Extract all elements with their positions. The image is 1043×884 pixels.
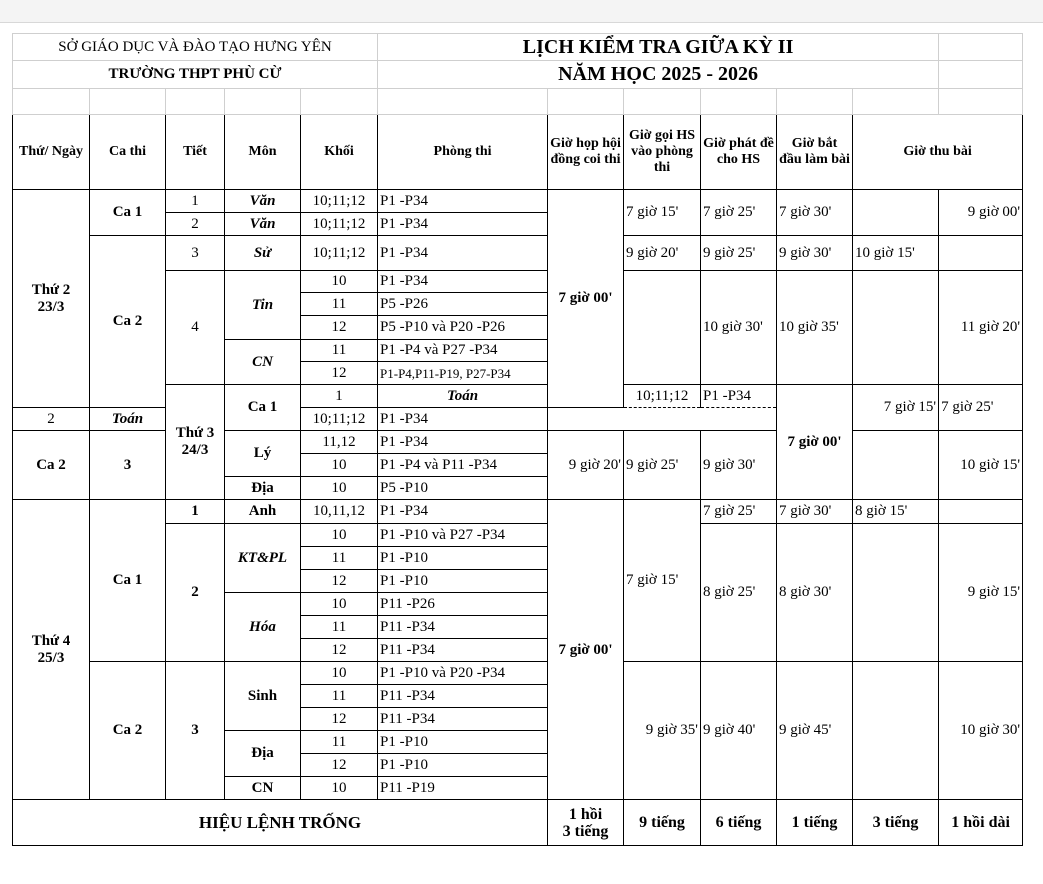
table-row: 12 P11 -P34 (13, 639, 1023, 662)
table-row: 11 P11 -P34 (13, 685, 1023, 708)
col-grade: Khối (301, 115, 378, 190)
exam-schedule-table (12, 33, 1023, 846)
table-row: 12 P11 -P34 (13, 708, 1023, 731)
school-name: TRƯỜNG THPT PHÙ CỪ (13, 61, 378, 89)
table-row: 2 Văn 10;11;12 P1 -P34 (13, 213, 1023, 236)
table-row: 2 Toán 10;11;12 P1 -P34 (13, 408, 1023, 431)
department-name: SỞ GIÁO DỤC VÀ ĐÀO TẠO HƯNG YÊN (13, 34, 378, 61)
table-row: Hóa 10 P11 -P26 (13, 593, 1023, 616)
col-meeting-time: Giờ họp hội đồng coi thi (548, 115, 624, 190)
day-cell-wed: Thứ 4 25/3 (13, 500, 90, 800)
shift-cell: Ca 1 (225, 385, 301, 431)
col-shift: Ca thi (90, 115, 166, 190)
shift-cell: Ca 1 (90, 190, 166, 236)
table-row: 11 P1 -P10 (13, 547, 1023, 570)
meeting-time-mon: 7 giờ 00' (548, 190, 624, 408)
table-row: Thứ 4 25/3 Ca 1 1 Anh 10,11,12 P1 -P34 7 giờ 00' 7 giờ 15' 7 giờ 25' 7 giờ 30' 8 giờ 15' (13, 500, 1023, 524)
table-row: Địa 11 P1 -P10 (13, 731, 1023, 754)
table-row: Ca 2 3 Sinh 10 P1 -P10 và P20 -P34 9 giờ 35' 9 giờ 40' 9 giờ 45' 10 giờ 30' (13, 662, 1023, 685)
day-cell-tue: Thứ 3 24/3 (166, 385, 225, 500)
drum-call: 9 tiếng (624, 800, 701, 846)
col-period: Tiết (166, 115, 225, 190)
table-row: Địa 10 P5 -P10 (13, 477, 1023, 500)
table-row: 12 P1-P4,P11-P19, P27-P34 (13, 362, 1023, 385)
table-row: Ca 2 3 Sử 10;11;12 P1 -P34 9 giờ 20' 9 giờ 25' 9 giờ 30' 10 giờ 15' (13, 236, 1023, 271)
table-row: 12 P1 -P10 (13, 570, 1023, 593)
drum-collect: 1 hồi dài (939, 800, 1023, 846)
drum-meeting: 1 hồi 3 tiếng (548, 800, 624, 846)
drum-start: 1 tiếng (777, 800, 853, 846)
exam-schedule-sheet (12, 33, 1022, 846)
table-row: Thứ 2 23/3 Ca 1 1 Văn 10;11;12 P1 -P34 7 giờ 00' 7 giờ 15' 7 giờ 25' 7 giờ 30' 9 giờ 00' (13, 190, 1023, 213)
table-row: 4 Tin 10 P1 -P34 10 giờ 30' 10 giờ 35' 11 giờ 20' (13, 271, 1023, 293)
col-room: Phòng thi (378, 115, 548, 190)
col-collect-time: Giờ thu bài (853, 115, 1023, 190)
drum-mid: 3 tiếng (853, 800, 939, 846)
col-distribute-time: Giờ phát đề cho HS (701, 115, 777, 190)
table-row: 11 P5 -P26 (13, 293, 1023, 316)
schedule-title: LỊCH KIỂM TRA GIỮA KỲ II (378, 34, 939, 61)
table-row: CN 10 P11 -P19 (13, 777, 1023, 800)
shift-cell: Ca 2 (90, 236, 166, 408)
table-row: 12 P5 -P10 và P20 -P26 (13, 316, 1023, 340)
col-start-time: Giờ bắt đầu làm bài (777, 115, 853, 190)
table-row: 2 KT&PL 10 P1 -P10 và P27 -P34 8 giờ 25' 8 giờ 30' 9 giờ 15' (13, 524, 1023, 547)
table-row: Ca 2 3 Lý 11,12 P1 -P34 9 giờ 20' 9 giờ 25' 9 giờ 30' 10 giờ 15' (13, 431, 1023, 454)
table-row: 11 P11 -P34 (13, 616, 1023, 639)
table-row: 12 P1 -P10 (13, 754, 1023, 777)
meeting-time-tue: 7 giờ 00' (777, 385, 853, 500)
col-subject: Môn (225, 115, 301, 190)
table-row: Thứ 3 24/3 Ca 1 1 Toán 10;11;12 P1 -P34 7 giờ 00' 7 giờ 15' 7 giờ 25' (13, 385, 1023, 408)
drum-signal-row (13, 800, 1023, 846)
day-cell-mon: Thứ 2 23/3 (13, 190, 90, 408)
col-call-time: Giờ gọi HS vào phòng thi (624, 115, 701, 190)
drum-distribute: 6 tiếng (701, 800, 777, 846)
col-day: Thứ/ Ngày (13, 115, 90, 190)
window-top-bar (0, 0, 1043, 23)
drum-signal-label: HIỆU LỆNH TRỐNG (13, 800, 548, 846)
column-header-row (13, 115, 1023, 190)
table-row: CN 11 P1 -P4 và P27 -P34 (13, 340, 1023, 362)
shift-cell: Ca 1 (90, 500, 166, 662)
school-year: NĂM HỌC 2025 - 2026 (378, 61, 939, 89)
meeting-time-wed: 7 giờ 00' (548, 500, 624, 800)
shift-cell: Ca 2 (13, 431, 90, 500)
shift-cell: Ca 2 (90, 662, 166, 800)
table-row: 10 P1 -P4 và P11 -P34 (13, 454, 1023, 477)
